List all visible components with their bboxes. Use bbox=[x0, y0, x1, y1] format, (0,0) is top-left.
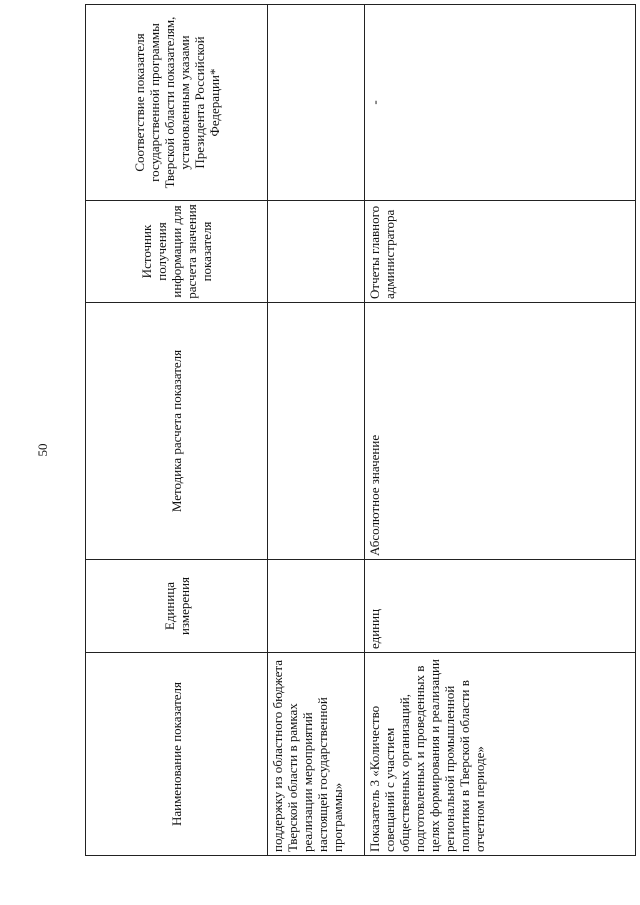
cell-method: Абсолютное значение bbox=[365, 303, 636, 560]
table-row bbox=[268, 5, 365, 856]
header-source: Источник получения информации для расчета значения показателя bbox=[86, 201, 268, 303]
cell-source: Отчеты главного администратора bbox=[365, 201, 636, 303]
cell-indicator-name: Показатель 3 «Количество совещаний с участием общественных организаций, подготовленных и проведенных в целях формирования и реализации региональной промышленной политики в Тверской области в отчетном периоде» bbox=[365, 653, 636, 856]
table-header-row bbox=[86, 5, 268, 856]
cell-source bbox=[268, 201, 365, 303]
cell-compliance: - bbox=[365, 5, 636, 201]
cell-unit: единиц bbox=[365, 560, 636, 653]
table-row bbox=[365, 5, 636, 856]
cell-indicator-name: поддержку из областного бюджета Тверской области в рамках реализации мероприятий настоящей государственной программы» bbox=[268, 653, 365, 856]
indicator-table-container bbox=[85, 16, 635, 856]
cell-method bbox=[268, 303, 365, 560]
indicator-table bbox=[85, 4, 636, 856]
page-number: 50 bbox=[35, 443, 50, 457]
header-method: Методика расчета показателя bbox=[86, 303, 268, 560]
indicator-table-rotated bbox=[85, 16, 635, 856]
header-indicator-name: Наименование показателя bbox=[86, 653, 268, 856]
header-compliance: Соответствие показателя государственной программы Тверской области показателям, установленным указами Президента Российской Федерации* bbox=[86, 5, 268, 201]
cell-unit bbox=[268, 560, 365, 653]
header-unit: Единица измерения bbox=[86, 560, 268, 653]
cell-compliance bbox=[268, 5, 365, 201]
